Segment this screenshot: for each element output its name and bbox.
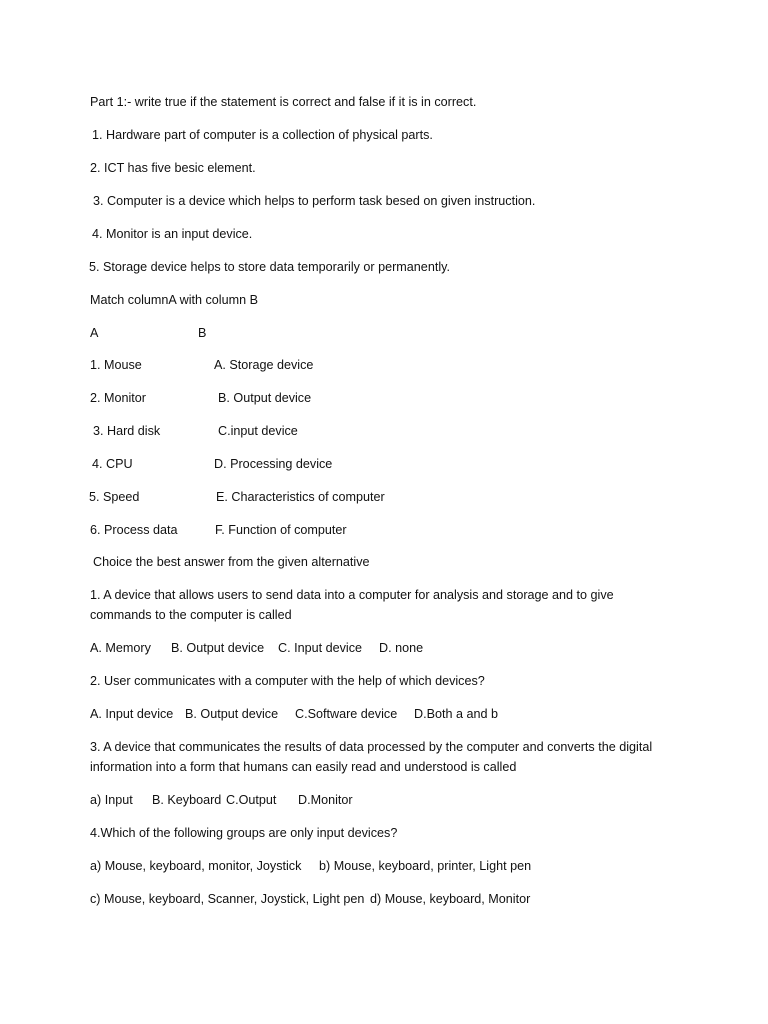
- question-1-option-b: B. Output device: [171, 641, 265, 655]
- match-row-5-b: E. Characteristics of computer: [216, 490, 385, 504]
- choice-heading: Choice the best answer from the given alternative: [93, 555, 370, 569]
- question-4-option-a: a) Mouse, keyboard, monitor, Joystick: [90, 859, 302, 873]
- question-1-option-c: C. Input device: [278, 641, 363, 655]
- question-2-option-b: B. Output device: [185, 707, 279, 721]
- question-2-option-c: C.Software device: [295, 707, 398, 721]
- match-row-2-b: B. Output device: [218, 391, 312, 405]
- match-row-1-b: A. Storage device: [214, 358, 314, 372]
- question-4-line-1: 4.Which of the following groups are only input devices?: [90, 826, 398, 840]
- question-3-option-a: a) Input: [90, 793, 133, 807]
- column-a-header: A: [90, 326, 99, 340]
- question-2-option-a: A. Input device: [90, 707, 174, 721]
- match-row-1-a: 1. Mouse: [90, 358, 142, 372]
- statement-1: 1. Hardware part of computer is a collection of physical parts.: [92, 128, 433, 142]
- match-row-6-a: 6. Process data: [90, 523, 178, 537]
- question-3-option-b: B. Keyboard: [152, 793, 222, 807]
- question-1-option-d: D. none: [379, 641, 424, 655]
- question-3-option-c: C.Output: [226, 793, 277, 807]
- question-2-line-1: 2. User communicates with a computer with the help of which devices?: [90, 674, 485, 688]
- question-3-line-1: 3. A device that communicates the results of data processed by the computer and converts the digital: [90, 740, 653, 754]
- question-3-line-2: information into a form that humans can easily read and understood is called: [90, 760, 517, 774]
- question-2-option-d: D.Both a and b: [414, 707, 499, 721]
- question-4-option-b: b) Mouse, keyboard, printer, Light pen: [319, 859, 532, 873]
- match-row-4-b: D. Processing device: [214, 457, 333, 471]
- statement-5: 5. Storage device helps to store data temporarily or permanently.: [89, 260, 450, 274]
- question-3-option-d: D.Monitor: [298, 793, 353, 807]
- part1-heading: Part 1:- write true if the statement is correct and false if it is in correct.: [90, 95, 477, 109]
- statement-4: 4. Monitor is an input device.: [92, 227, 253, 241]
- match-row-3-a: 3. Hard disk: [93, 424, 161, 438]
- match-row-6-b: F. Function of computer: [215, 523, 347, 537]
- match-heading: Match columnA with column B: [90, 293, 258, 307]
- statement-3: 3. Computer is a device which helps to perform task besed on given instruction.: [93, 194, 536, 208]
- column-b-header: B: [198, 326, 207, 340]
- match-row-5-a: 5. Speed: [89, 490, 140, 504]
- question-4-option-c: c) Mouse, keyboard, Scanner, Joystick, Light pen: [90, 892, 365, 906]
- question-1-line-1: 1. A device that allows users to send data into a computer for analysis and storage and to give: [90, 588, 614, 602]
- statement-2: 2. ICT has five besic element.: [90, 161, 256, 175]
- question-1-line-2: commands to the computer is called: [90, 608, 292, 622]
- match-row-4-a: 4. CPU: [92, 457, 133, 471]
- match-row-3-b: C.input device: [218, 424, 298, 438]
- question-1-option-a: A. Memory: [90, 641, 151, 655]
- question-4-option-d: d) Mouse, keyboard, Monitor: [370, 892, 531, 906]
- match-row-2-a: 2. Monitor: [90, 391, 146, 405]
